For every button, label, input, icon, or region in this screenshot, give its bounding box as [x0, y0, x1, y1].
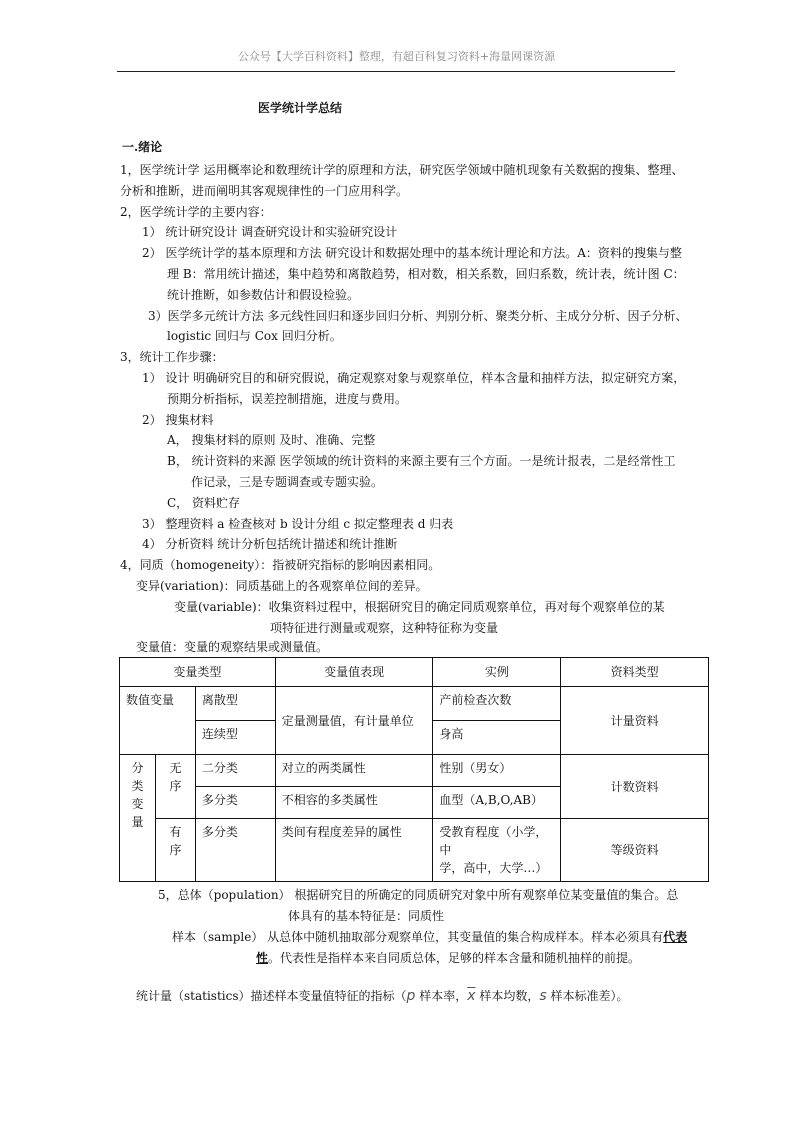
cell-example-continuous: 身高 — [433, 721, 561, 755]
cell-ordered-desc: 类间有程度差异的属性 — [275, 819, 433, 882]
para-3-item-2-B-line-2: 作记录，三是专题调查或专题实验。 — [191, 475, 384, 489]
cell-numeric-desc: 定量测量值，有计量单位 — [275, 687, 433, 755]
para-7-statistic: 统计量（statistics）描述样本变量值特征的指标（p 样本率，$\overline{x}$ 样本均数，s 样本标准差）。 — [136, 988, 629, 1004]
para-3-item-3: 3） 整理资料 a 检查核对 b 设计分组 c 拟定整理表 d 归表 — [142, 517, 454, 531]
table-header-example: 实例 — [433, 658, 561, 687]
cell-type-rank: 等级资料 — [561, 819, 709, 882]
para-4-variable-line-1: 变量(variable)：收集资料过程中，根据研究目的确定同质观察单位，再对每个观察单位的某 — [174, 600, 665, 614]
cell-example-binary: 性别（男女） — [433, 755, 561, 787]
header-divider — [117, 71, 675, 72]
para-3-item-2: 2） 搜集材料 — [142, 413, 214, 427]
table-header-value-form: 变量值表现 — [275, 658, 433, 687]
para-3-heading: 3，统计工作步骤： — [120, 350, 224, 364]
table-header-variable-type: 变量类型 — [120, 658, 276, 687]
para-2-heading: 2，医学统计学的主要内容： — [120, 205, 272, 219]
cell-example-discrete: 产前检查次数 — [433, 687, 561, 721]
section-heading-intro: 一.绪论 — [122, 140, 163, 154]
cell-ordered: 有 序 — [155, 819, 195, 882]
cell-unordered: 无 序 — [155, 755, 195, 819]
para-2-item-1: 1） 统计研究设计 调查研究设计和实验研究设计 — [142, 225, 398, 239]
para-5-line-2: 体具有的基本特征是：同质性 — [288, 909, 445, 923]
para-2-item-2-line-1: 2） 医学统计学的基本原理和方法 研究设计和数据处理中的基本统计理论和方法。A：资料的搜集与整 — [142, 246, 682, 260]
cell-binary-desc: 对立的两类属性 — [275, 755, 433, 787]
para-3-item-2-B-line-1: B， 统计资料的来源 医学领域的统计资料的来源主要有三个方面。一是统计报表，二是经常性工 — [167, 454, 676, 468]
emphasis-representative: 代表 — [663, 930, 688, 944]
variable-type-table — [119, 657, 709, 882]
cell-numeric-variable: 数值变量 — [120, 687, 196, 755]
para-1-line-2: 分析和推断，进而阐明其客观规律性的一门应用科学。 — [120, 184, 409, 198]
para-4-variation: 变异(variation)：同质基础上的各观察单位间的差异。 — [136, 579, 428, 593]
para-4-homogeneity: 4，同质（homogeneity）：指被研究指标的影响因素相同。 — [120, 558, 441, 572]
para-4-variable-value: 变量值：变量的观察结果或测量值。 — [136, 640, 329, 654]
symbol-x-bar: $\overline{x}$ — [467, 988, 476, 1004]
para-3-item-1-line-2: 预期分析指标，误差控制措施，进度与费用。 — [167, 392, 408, 406]
para-3-item-1-line-1: 1） 设计 明确研究目的和研究假说，确定观察对象与观察单位，样本含量和抽样方法，拟定研究方案， — [142, 371, 686, 385]
cell-continuous: 连续型 — [195, 721, 275, 755]
para-6-line-1: 样本（sample） 从总体中随机抽取部分观察单位，其变量值的集合构成样本。样本必须具有代表 — [172, 930, 688, 944]
cell-multiclass-2: 多分类 — [195, 819, 275, 882]
cell-example-ordered: 受教育程度（小学，中 学，高中，大学…） — [433, 819, 561, 882]
para-2-item-3-line-2: logistic 回归与 Cox 回归分析。 — [167, 329, 342, 343]
document-title: 医学统计学总结 — [258, 101, 343, 115]
para-2-item-2-line-2: 理 B：常用统计描述，集中趋势和离散趋势，相对数，相关系数，回归系数，统计表，统计图 C： — [167, 267, 685, 281]
para-3-item-2-A: A， 搜集材料的原则 及时、准确、完整 — [167, 433, 376, 447]
para-1-line-1: 1，医学统计学 运用概率论和数理统计学的原理和方法，研究医学领域中随机现象有关数据的搜集、整理、 — [120, 163, 684, 177]
cell-type-quantitative: 计量资料 — [561, 687, 709, 755]
cell-binary: 二分类 — [195, 755, 275, 787]
cell-categorical-variable: 分 类 变 量 — [120, 755, 156, 882]
para-2-item-2-line-3: 统计推断，如参数估计和假设检验。 — [167, 288, 360, 302]
cell-discrete: 离散型 — [195, 687, 275, 721]
para-3-item-4: 4） 分析资料 统计分析包括统计描述和统计推断 — [142, 537, 398, 551]
para-3-item-2-C: C， 资料贮存 — [167, 496, 240, 510]
para-4-variable-line-2: 项特征进行测量或观察，这种特征称为变量 — [270, 621, 499, 635]
emphasis-representative-end: 性 — [256, 951, 269, 965]
cell-multiclass-1: 多分类 — [195, 787, 275, 819]
cell-multiclass-desc: 不相容的多类属性 — [275, 787, 433, 819]
cell-type-count: 计数资料 — [561, 755, 709, 819]
page-header: 公众号【大学百科资料】整理，有超百科复习资料+海量网课资源 — [237, 50, 556, 63]
symbol-p: p — [406, 988, 416, 1004]
para-5-line-1: 5，总体（population） 根据研究目的所确定的同质研究对象中所有观察单位某变量值的集合。总 — [158, 888, 679, 902]
symbol-s: s — [539, 988, 547, 1004]
para-6-line-2: 性。代表性是指样本来自同质总体，足够的样本含量和随机抽样的前提。 — [256, 951, 641, 965]
cell-example-multiclass: 血型（A,B,O,AB） — [433, 787, 561, 819]
table-header-data-type: 资料类型 — [561, 658, 709, 687]
para-2-item-3-line-1: 3）医学多元统计方法 多元线性回归和逐步回归分析、判别分析、聚类分析、主成分分析、因子分析、 — [148, 309, 688, 323]
